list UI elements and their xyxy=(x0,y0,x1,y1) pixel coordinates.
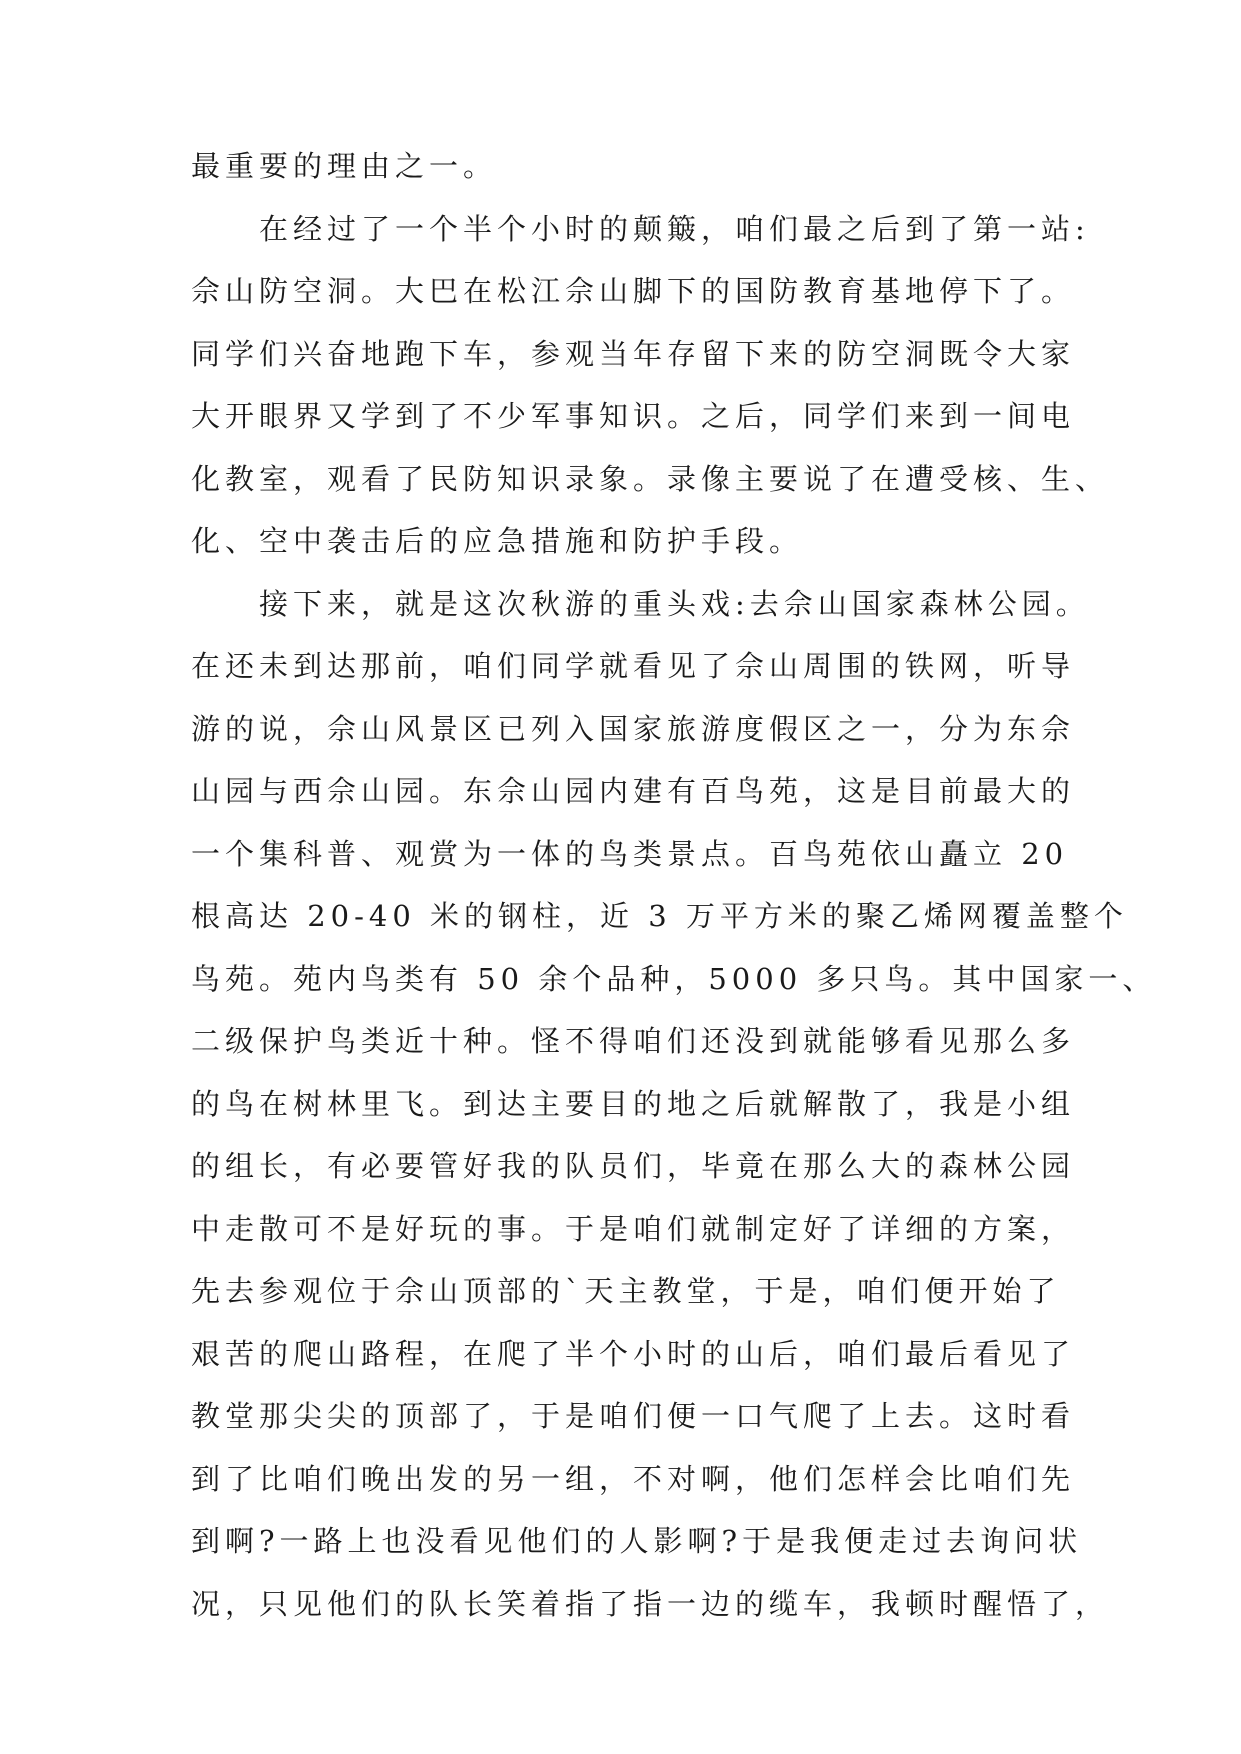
text-line: 先去参观位于佘山顶部的`天主教堂，于是，咱们便开始了 xyxy=(191,1274,1061,1308)
text-line: 的组长，有必要管好我的队员们，毕竟在那么大的森林公园 xyxy=(191,1149,1076,1183)
text-line: 山园与西佘山园。东佘山园内建有百鸟苑，这是目前最大的 xyxy=(191,774,1076,808)
text-line: 化、空中袭击后的应急措施和防护手段。 xyxy=(191,524,804,558)
text-line: 在经过了一个半个小时的颠簸，咱们最之后到了第一站: xyxy=(259,211,1090,246)
text-line: 的鸟在树林里飞。到达主要目的地之后就解散了，我是小组 xyxy=(191,1086,1076,1121)
text-line: 二级保护鸟类近十种。怪不得咱们还没到就能够看见那么多 xyxy=(191,1024,1076,1058)
text-line: 艰苦的爬山路程，在爬了半个小时的山后，咱们最后看见了 xyxy=(191,1336,1076,1371)
text-line: 中走散可不是好玩的事。于是咱们就制定好了详细的方案， xyxy=(191,1211,1076,1246)
text-line: 大开眼界又学到了不少军事知识。之后，同学们来到一间电 xyxy=(191,399,1076,433)
text-line: 教堂那尖尖的顶部了，于是咱们便一口气爬了上去。这时看 xyxy=(191,1399,1076,1433)
text-line: 一个集科普、观赏为一体的鸟类景点。百鸟苑依山矗立 20 xyxy=(191,836,1069,871)
text-line: 到了比咱们晚出发的另一组，不对啊，他们怎样会比咱们先 xyxy=(191,1461,1076,1496)
text-line: 同学们兴奋地跑下车，参观当年存留下来的防空洞既令大家 xyxy=(191,336,1076,371)
text-line: 况，只见他们的队长笑着指了指一边的缆车，我顿时醒悟了， xyxy=(191,1586,1110,1621)
text-line: 最重要的理由之一。 xyxy=(191,149,498,183)
text-line: 化教室，观看了民防知识录象。录像主要说了在遭受核、生、 xyxy=(191,461,1110,496)
text-line: 到啊?一路上也没看见他们的人影啊?于是我便走过去询问状 xyxy=(191,1524,1083,1558)
body-text xyxy=(191,149,1157,1652)
text-line: 鸟苑。苑内鸟类有 50 余个品种，5000 多只鸟。其中国家一、 xyxy=(191,961,1157,996)
text-line: 根高达 20-40 米的钢柱，近 3 万平方米的聚乙烯网覆盖整个 xyxy=(191,899,1128,933)
text-line: 接下来，就是这次秋游的重头戏:去佘山国家森林公园。 xyxy=(259,586,1090,621)
text-line: 游的说，佘山风景区已列入国家旅游度假区之一，分为东佘 xyxy=(191,711,1076,746)
text-line: 佘山防空洞。大巴在松江佘山脚下的国防教育基地停下了。 xyxy=(191,274,1076,308)
text-line: 在还未到达那前，咱们同学就看见了佘山周围的铁网，听导 xyxy=(191,649,1076,683)
